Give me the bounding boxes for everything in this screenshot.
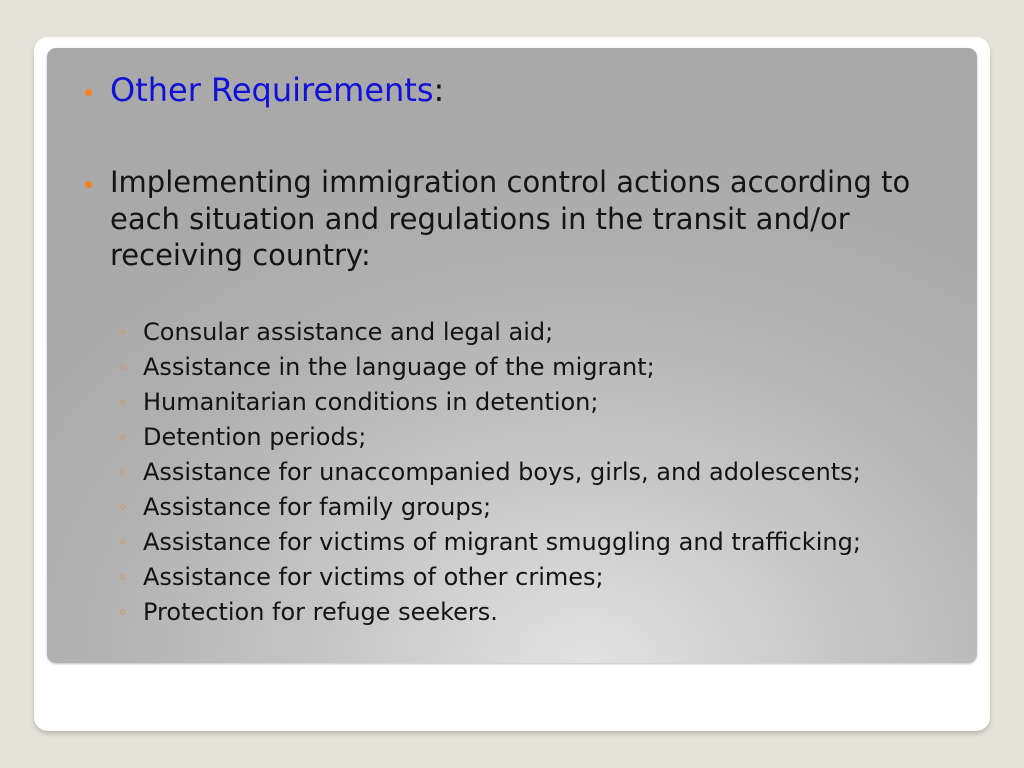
list-item-text: Consular assistance and legal aid; (143, 318, 554, 346)
list-item (118, 598, 878, 627)
circle-bullet-icon: ◦ (118, 568, 128, 587)
intro-paragraph: Implementing immigration control actions according to each situation and regulations in the transit and/or receiving country: (110, 165, 911, 272)
list-item (118, 318, 878, 347)
list-item-text: Humanitarian conditions in detention; (143, 388, 599, 416)
circle-bullet-icon: ◦ (118, 533, 128, 552)
circle-bullet-icon: ◦ (118, 498, 128, 517)
list-item (118, 493, 878, 522)
circle-bullet-icon: ◦ (118, 358, 128, 377)
circle-bullet-icon: ◦ (118, 393, 128, 412)
heading-colon: : (433, 71, 445, 109)
list-item-text: Assistance for victims of other crimes; (143, 563, 604, 591)
list-item (118, 423, 878, 452)
list-item-text: Assistance for unaccompanied boys, girls, and adolescents; (143, 458, 861, 486)
circle-bullet-icon: ◦ (118, 428, 128, 447)
list-item-text: Assistance for victims of migrant smuggling and trafficking; (143, 528, 861, 556)
circle-bullet-icon: ◦ (118, 323, 128, 342)
list-item (118, 528, 878, 557)
list-item (118, 353, 878, 382)
circle-bullet-icon: ◦ (118, 463, 128, 482)
list-item (118, 388, 878, 417)
requirements-list (118, 318, 878, 633)
list-item-text: Assistance for family groups; (143, 493, 492, 521)
list-item (118, 563, 878, 592)
heading-title: Other Requirements (110, 71, 434, 109)
bullet-icon (85, 181, 92, 188)
list-item-text: Protection for refuge seekers. (143, 598, 498, 626)
list-item-text: Detention periods; (143, 423, 367, 451)
list-item-text: Assistance in the language of the migrant; (143, 353, 655, 381)
slide-heading (110, 70, 444, 110)
bullet-icon (85, 89, 92, 96)
list-item (118, 458, 878, 487)
circle-bullet-icon: ◦ (118, 603, 128, 622)
